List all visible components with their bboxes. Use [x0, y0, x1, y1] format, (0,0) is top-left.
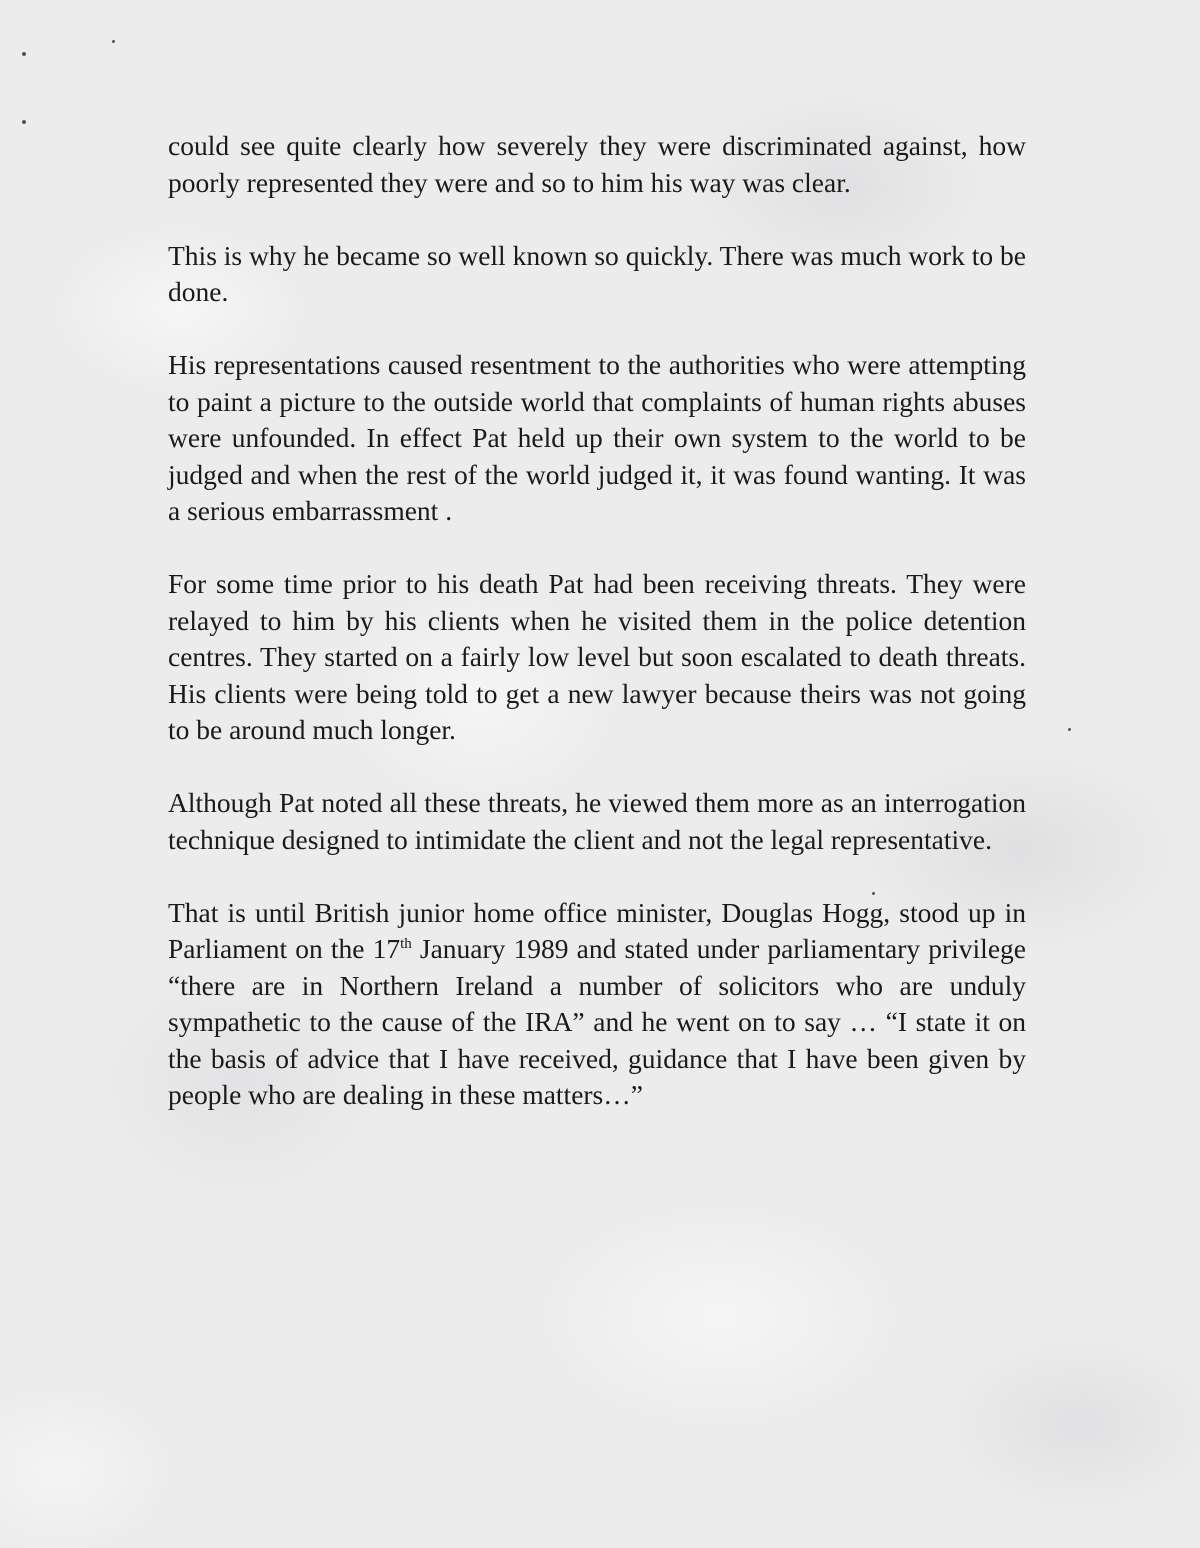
- paragraph-6: [168, 895, 1026, 1114]
- scan-speck: [112, 40, 115, 43]
- body-text: [168, 128, 1026, 1150]
- paragraph-4: For some time prior to his death Pat had been receiving threats. They were relayed to him by his clients when he visited them in the police detention centres. They started on a fairly low level but soon escalated to death threats. His clients were being told to get a new lawyer because theirs was not going to be around much longer.: [168, 568, 1026, 745]
- paragraph-2: This is why he became so well known so quickly. There was much work to be done.: [168, 239, 1026, 307]
- paragraph-5: Although Pat noted all these threats, he viewed them more as an interrogation technique designed to intimidate the client and not the legal representative.: [168, 787, 1026, 855]
- scan-speck: [1068, 728, 1071, 731]
- paragraph-1: could see quite clearly how severely they were discriminated against, how poorly represented they were and so to him his way was clear.: [168, 130, 1026, 198]
- scan-speck: [22, 52, 26, 56]
- ordinal-suffix: th: [400, 935, 412, 952]
- paragraph-3: His representations caused resentment to the authorities who were attempting to paint a picture to the outside world that complaints of human rights abuses were unfounded. In effect Pat held up their own system to the world to be judged and when the rest of the world judged it, it was found wanting. It was a serious embarrassment .: [168, 349, 1026, 526]
- paragraph-6-end: January 1989 and stated under parliamentary privilege “there are in Northern Ireland a number of solicitors who are unduly sympathetic to the cause of the IRA” and he went on to say … “I state it on the basis of advice that I have received, guidance that I have been given by people who are dealing in these matters…”: [168, 933, 1026, 1110]
- scan-speck: [22, 120, 26, 124]
- paragraph-6-start: That is until British junior home office minister, Douglas Hogg, stood up in Parliament on the 17: [168, 896, 1026, 964]
